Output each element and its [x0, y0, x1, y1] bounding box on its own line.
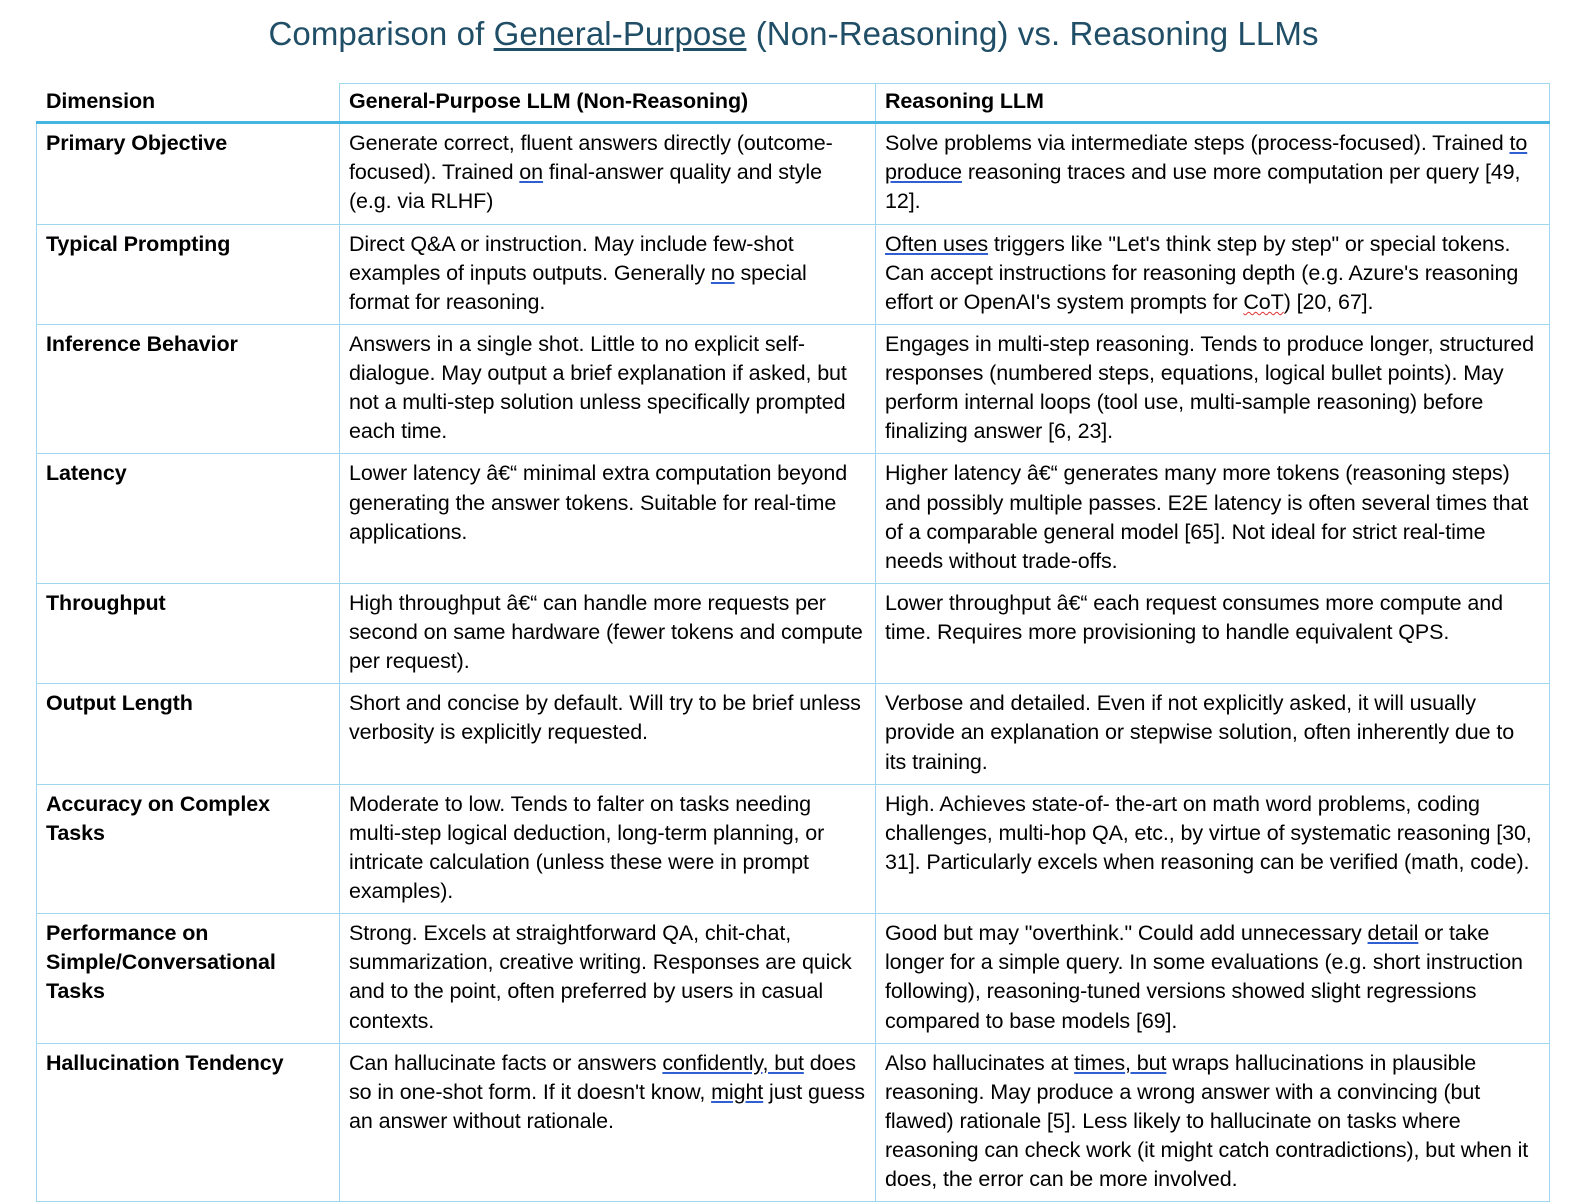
text-segment: special format for reasoning.: [349, 260, 807, 314]
text-segment: Also hallucinates at: [885, 1050, 1075, 1075]
cell-general-primary-objective: [340, 123, 876, 224]
cell-reasoning-accuracy-complex-tasks: High. Achieves state-of- the-art on math word problems, coding challenges, multi-hop QA, etc., by virtue of systematic reasoning [30, 31]. Particularly excels when reasoning can be verified (math, code).: [876, 784, 1550, 914]
edit-underline-text: confidently, but: [662, 1050, 804, 1075]
row-dimension-throughput: Throughput: [37, 583, 340, 683]
cell-reasoning-latency: Higher latency â€“ generates many more tokens (reasoning steps) and possibly multiple passes. E2E latency is often several times that of a comparable general model [65]. Not ideal for strict real-time needs without trade-offs.: [876, 454, 1550, 584]
table-row: [37, 784, 1550, 914]
cell-general-output-length: Short and concise by default. Will try to be brief unless verbosity is explicitly requested.: [340, 684, 876, 784]
text-segment: Solve problems via intermediate steps (process-focused). Trained: [885, 131, 1510, 156]
text-segment: ) [20, 67].: [1283, 289, 1374, 314]
edit-underline-text: detail: [1367, 921, 1419, 946]
text-segment: Direct Q&A or instruction. May include few-shot examples of inputs outputs. Generally: [349, 231, 794, 285]
table-header-row: [37, 84, 1550, 123]
edit-underline-text: Often uses: [885, 231, 988, 256]
row-dimension-accuracy-complex-tasks: Accuracy on Complex Tasks: [37, 784, 340, 914]
row-dimension-performance-simple-tasks: Performance on Simple/Conversational Tasks: [37, 914, 340, 1044]
text-segment: triggers like "Let's think step by step" or special tokens. Can accept instructions for reasoning depth (e.g. Azure's reasoning effort or OpenAI's system prompts for: [885, 231, 1519, 314]
spellcheck-underline-text: CoT: [1243, 289, 1284, 314]
text-segment: wraps hallucinations in plausible reasoning. May produce a wrong answer with a convincing (but flawed) rationale [5]. Less likely to hallucinate on tasks where reasoning can check work (it might catch contradictions), but when it does, the error can be more involved.: [885, 1050, 1529, 1192]
cell-general-performance-simple-tasks: Strong. Excels at straightforward QA, chit-chat, summarization, creative writing. Responses are quick and to the point, often preferred by users in casual contexts.: [340, 914, 876, 1044]
cell-reasoning-output-length: Verbose and detailed. Even if not explicitly asked, it will usually provide an explanation or stepwise solution, often inherently due to its training.: [876, 684, 1550, 784]
text-segment: Generate correct, fluent answers directly (outcome- focused). Trained: [349, 131, 833, 185]
cell-general-latency: Lower latency â€“ minimal extra computation beyond generating the answer tokens. Suitable for real-time applications.: [340, 454, 876, 584]
edit-underline-text: no: [710, 260, 735, 285]
cell-reasoning-typical-prompting: [876, 224, 1550, 324]
page-title-suffix: (Non-Reasoning) vs. Reasoning LLMs: [746, 15, 1319, 52]
text-segment: Good but may "overthink." Could add unnecessary: [885, 921, 1368, 946]
table-row: [37, 914, 1550, 1044]
table-row: [37, 324, 1550, 454]
page-title-underlined-term: General-Purpose: [493, 15, 747, 52]
text-segment: Can hallucinate facts or answers: [349, 1050, 663, 1075]
edit-underline-text: might: [711, 1079, 764, 1104]
edit-underline-text: on: [519, 160, 544, 185]
edit-underline-text: times, but: [1074, 1050, 1167, 1075]
table-row: [37, 224, 1550, 324]
column-header-dimension: Dimension: [37, 84, 340, 123]
column-header-general-purpose: General-Purpose LLM (Non-Reasoning): [340, 84, 876, 123]
cell-reasoning-inference-behavior: Engages in multi-step reasoning. Tends to produce longer, structured responses (numbered steps, equations, logical bullet points). May perform internal loops (tool use, multi-sample reasoning) before finalizing answer [6, 23].: [876, 324, 1550, 454]
cell-general-hallucination-tendency: [340, 1043, 876, 1202]
table-row: [37, 583, 1550, 683]
cell-general-throughput: High throughput â€“ can handle more requests per second on same hardware (fewer tokens and compute per request).: [340, 583, 876, 683]
row-dimension-inference-behavior: Inference Behavior: [37, 324, 340, 454]
text-segment: final-answer quality and style (e.g. via RLHF): [349, 160, 822, 214]
table-row: [37, 684, 1550, 784]
comparison-table: [36, 83, 1550, 1202]
cell-general-accuracy-complex-tasks: Moderate to low. Tends to falter on tasks needing multi-step logical deduction, long-term planning, or intricate calculation (unless these were in prompt examples).: [340, 784, 876, 914]
table-row: [37, 454, 1550, 584]
text-segment: just guess an answer without rationale.: [349, 1079, 865, 1133]
text-segment: or take longer for a simple query. In some evaluations (e.g. short instruction following), reasoning-tuned versions showed slight regressions compared to base models [69].: [885, 921, 1523, 1033]
cell-reasoning-performance-simple-tasks: [876, 914, 1550, 1044]
edit-underline-text: to produce: [885, 131, 1528, 185]
page-title: [0, 0, 1587, 54]
table-row: [37, 1043, 1550, 1202]
text-segment: does so in one-shot form. If it doesn't know,: [349, 1050, 856, 1104]
page-title-prefix: Comparison of: [268, 15, 494, 52]
row-dimension-primary-objective: Primary Objective: [37, 123, 340, 224]
table-row: [37, 123, 1550, 224]
row-dimension-latency: Latency: [37, 454, 340, 584]
cell-general-inference-behavior: Answers in a single shot. Little to no explicit self-dialogue. May output a brief explanation if asked, but not a multi-step solution unless specifically prompted each time.: [340, 324, 876, 454]
row-dimension-hallucination-tendency: Hallucination Tendency: [37, 1043, 340, 1202]
cell-reasoning-hallucination-tendency: [876, 1043, 1550, 1202]
column-header-reasoning: Reasoning LLM: [876, 84, 1550, 123]
row-dimension-output-length: Output Length: [37, 684, 340, 784]
cell-reasoning-primary-objective: [876, 123, 1550, 224]
cell-reasoning-throughput: Lower throughput â€“ each request consumes more compute and time. Requires more provisioning to handle equivalent QPS.: [876, 583, 1550, 683]
row-dimension-typical-prompting: Typical Prompting: [37, 224, 340, 324]
cell-general-typical-prompting: [340, 224, 876, 324]
text-segment: reasoning traces and use more computation per query [49, 12].: [885, 160, 1521, 214]
